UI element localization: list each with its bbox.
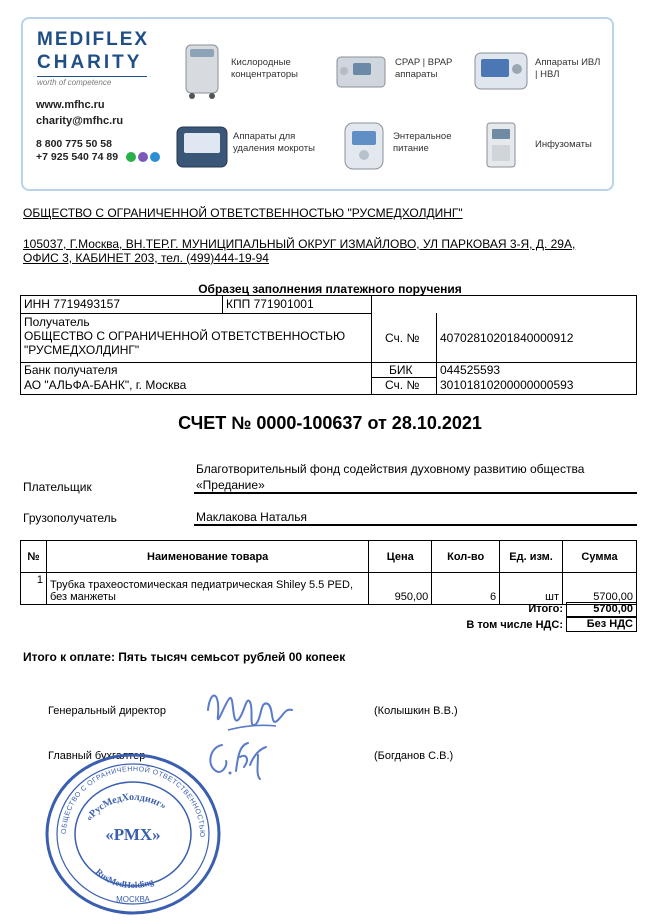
svg-text:ОБЩЕСТВО С ОГРАНИЧЕННОЙ ОТВЕТС: ОБЩЕСТВО С ОГРАНИЧЕННОЙ ОТВЕТСТВЕННОСТЬЮ bbox=[60, 765, 206, 838]
bik-label: БИК bbox=[389, 363, 413, 377]
bank-details-table bbox=[20, 295, 637, 395]
svg-text:«РусМедХолдинг»: «РусМедХолдинг» bbox=[83, 791, 169, 824]
logo-mediflex: MEDIFLEX bbox=[37, 29, 150, 50]
consignee-name: Маклакова Наталья bbox=[196, 510, 308, 524]
row-item-name-line2: без манжеты bbox=[49, 591, 116, 603]
total-label: Итого: bbox=[528, 603, 563, 615]
email-link[interactable]: charity@mfhc.ru bbox=[36, 115, 124, 127]
phone-secondary: +7 925 540 74 89 bbox=[36, 151, 119, 163]
logo-divider bbox=[37, 76, 147, 77]
bank-name: АО "АЛЬФА-БАНК", г. Москва bbox=[24, 378, 187, 392]
col-sum-header: Сумма bbox=[563, 541, 637, 573]
payer-name-line2: «Предание» bbox=[196, 478, 265, 492]
table-row bbox=[21, 573, 637, 605]
supplier-address-line2: ОФИС 3, КАБИНЕТ 203, тел. (499)444-19-94 bbox=[23, 251, 269, 265]
product-label: Аппараты для удаления мокроты bbox=[233, 131, 315, 154]
account-label: Сч. № bbox=[385, 331, 420, 345]
col-name-header: Наименование товара bbox=[46, 541, 368, 573]
product-label: Аппараты ИВЛ | НВЛ bbox=[535, 57, 601, 80]
goods-header-row bbox=[21, 541, 637, 573]
accountant-name: (Богданов С.В.) bbox=[374, 750, 454, 762]
inn: ИНН 7719493157 bbox=[24, 297, 121, 311]
logo-charity: CHARITY bbox=[37, 52, 143, 73]
bik-number: 044525593 bbox=[440, 363, 501, 377]
product-label: CPAP | BPAP аппараты bbox=[395, 57, 453, 80]
logo-tagline: worth of competence bbox=[37, 78, 112, 87]
accountant-role: Главный бухгалтер bbox=[48, 750, 146, 762]
total-value: 5700,00 bbox=[566, 602, 637, 617]
amount-in-words: Итого к оплате: Пять тысяч семьсот рублей 00 копеек bbox=[23, 650, 346, 664]
director-name: (Колышкин В.В.) bbox=[374, 705, 458, 717]
svg-text:RusMedHolding: RusMedHolding bbox=[93, 866, 155, 891]
recipient-label: Получатель bbox=[24, 315, 90, 329]
cpap-device-icon bbox=[335, 51, 387, 91]
product-label: Инфузоматы bbox=[535, 139, 592, 150]
bank-label: Банк получателя bbox=[24, 363, 118, 377]
product-label: Кислородные концентраторы bbox=[231, 57, 299, 80]
recipient-name-line2: "РУСМЕДХОЛДИНГ" bbox=[24, 343, 140, 357]
invoice-title: СЧЕТ № 0000-100637 от 28.10.2021 bbox=[178, 413, 482, 433]
recipient-name-line1: ОБЩЕСТВО С ОГРАНИЧЕННОЙ ОТВЕТСТВЕННОСТЬЮ bbox=[24, 329, 346, 343]
supplier-address-line1: 105037, Г.Москва, ВН.ТЕР.Г. МУНИЦИПАЛЬНЫЙ ОКРУГ ИЗМАЙЛОВО, УЛ ПАРКОВАЯ 3-Я, Д. 29А, bbox=[23, 237, 576, 251]
phone-primary: 8 800 775 50 58 bbox=[36, 138, 112, 150]
consignee-label: Грузополучатель bbox=[23, 511, 117, 525]
oxygen-concentrator-icon bbox=[178, 41, 226, 101]
seal-city: МОСКВА bbox=[116, 895, 150, 904]
company-seal bbox=[44, 752, 222, 917]
whatsapp-icon bbox=[126, 152, 136, 162]
kpp: КПП 771901001 bbox=[226, 297, 314, 311]
vat-label: В том числе НДС: bbox=[466, 619, 563, 631]
row-number: 1 bbox=[21, 573, 47, 605]
viber-icon bbox=[138, 152, 148, 162]
account-number: 40702810201840000912 bbox=[440, 331, 574, 345]
row-qty: 6 bbox=[432, 573, 500, 605]
enteral-pump-icon bbox=[341, 119, 387, 173]
row-item-name-line1: Трубка трахеостомическая педиатрическая Shiley 5.5 PED, bbox=[49, 579, 354, 591]
row-sum: 5700,00 bbox=[563, 573, 637, 605]
ventilator-icon bbox=[473, 49, 529, 93]
website-link[interactable]: www.mfhc.ru bbox=[36, 99, 105, 111]
skype-icon bbox=[150, 152, 160, 162]
supplier-name: ОБЩЕСТВО С ОГРАНИЧЕННОЙ ОТВЕТСТВЕННОСТЬЮ "РУСМЕДХОЛДИНГ" bbox=[23, 206, 463, 220]
vat-value: Без НДС bbox=[566, 617, 637, 632]
seal-center-text: «РМХ» bbox=[105, 825, 161, 844]
payer-underline bbox=[194, 492, 637, 494]
infusion-pump-icon bbox=[483, 119, 519, 173]
payer-label: Плательщик bbox=[23, 480, 92, 494]
col-unit-header: Ед. изм. bbox=[500, 541, 563, 573]
product-label: Энтеральное питание bbox=[393, 131, 452, 154]
row-item-name bbox=[46, 573, 368, 605]
payer-name-line1: Благотворительный фонд содействия духовному развитию общества bbox=[196, 462, 585, 476]
row-unit: шт bbox=[500, 573, 563, 605]
corr-account-number: 30101810200000000593 bbox=[440, 378, 574, 392]
col-qty-header: Кол-во bbox=[432, 541, 500, 573]
director-signature bbox=[198, 680, 298, 740]
advertising-banner bbox=[21, 17, 614, 191]
col-price-header: Цена bbox=[369, 541, 432, 573]
payment-sample-title: Образец заполнения платежного поручения bbox=[198, 282, 462, 296]
col-number-header: № bbox=[21, 541, 47, 573]
director-role: Генеральный директор bbox=[48, 705, 166, 717]
consignee-underline bbox=[194, 524, 637, 526]
airway-clearance-device-icon bbox=[175, 123, 229, 171]
row-price: 950,00 bbox=[369, 573, 432, 605]
corr-account-label: Сч. № bbox=[385, 378, 420, 392]
goods-table bbox=[20, 540, 637, 605]
